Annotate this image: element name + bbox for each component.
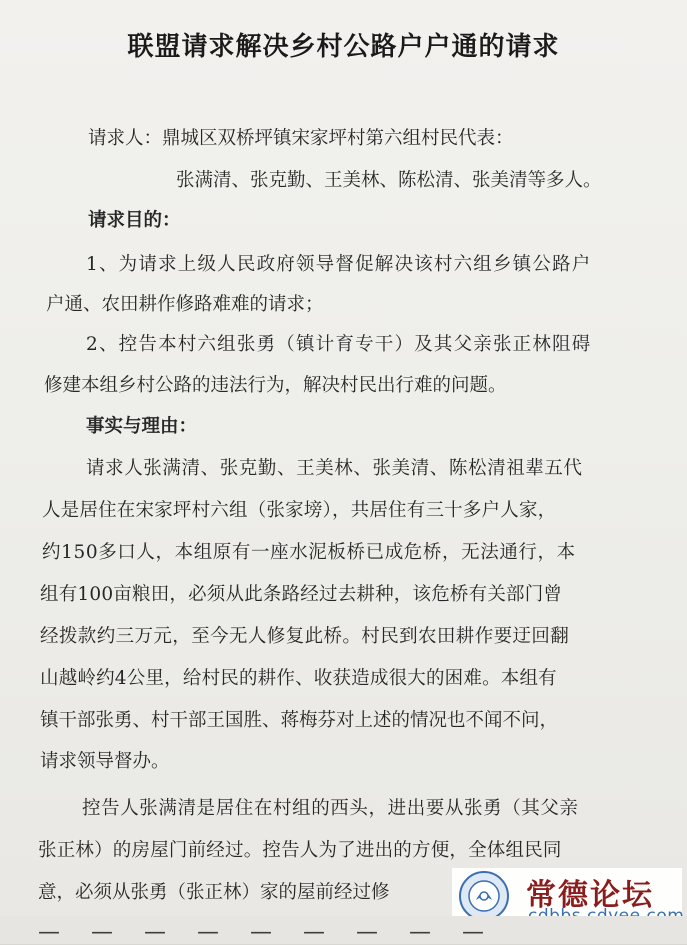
body-line: 山越岭约4公里，给村民的耕作、收获造成很大的困难。本组有 (40, 668, 557, 689)
purpose-item-2: 2、控告本村六组张勇（镇计育专干）及其父亲张正林阻碍 (86, 334, 592, 355)
purpose-item-2-cont: 修建本组乡村公路的违法行为，解决村民出行难的问题。 (44, 375, 507, 396)
body-line: 人是居住在宋家坪村六组（张家塝），共居住有三十多户人家， (42, 500, 557, 521)
body-line: 张正林）的房屋门前经过。控告人为了进出的方便，全体组民同 (38, 840, 562, 861)
forum-name: 常德论坛 (526, 878, 654, 913)
purpose-item-1-cont: 户通、农田耕作修路难难的请求； (46, 294, 324, 315)
body-line: 约150多口人，本组原有一座水泥板桥已成危桥，无法通行，本 (42, 542, 576, 563)
purpose-item-1: 1、为请求上级人民政府领导督促解决该村六组乡镇公路户 (86, 254, 592, 275)
body-line: 请求领导督办。 (40, 751, 170, 772)
cut-off-text: — — — — — — — — — (38, 920, 496, 945)
body-line: 经拨款约三万元，至今无人修复此桥。村民到农田耕作要迂回翻 (40, 626, 570, 647)
body-line: 控告人张满清是居住在村组的西头，进出要从张勇（其父亲 (82, 798, 579, 819)
requester-line: 请求人：鼎城区双桥坪镇宋家坪村第六组村民代表： (88, 128, 514, 149)
body-line: 镇干部张勇、村干部王国胜、蒋梅芬对上述的情况也不闻不问， (40, 710, 559, 731)
purpose-heading: 请求目的： (88, 210, 181, 231)
forum-logo-icon (458, 870, 510, 922)
requester-names: 张满清、张克勤、王美林、陈松清、张美清等多人。 (176, 170, 602, 191)
document-title: 联盟请求解决乡村公路户户通的请求 (127, 32, 560, 62)
body-line: 意，必须从张勇（张正林）家的屋前经过修 (38, 882, 390, 903)
body-line: 组有100亩粮田，必须从此条路经过去耕种，该危桥有关部门曾 (40, 584, 563, 605)
facts-heading: 事实与理由： (86, 416, 198, 437)
body-line: 请求人张满清、张克勤、王美林、张美清、陈松清祖辈五代 (86, 458, 583, 479)
